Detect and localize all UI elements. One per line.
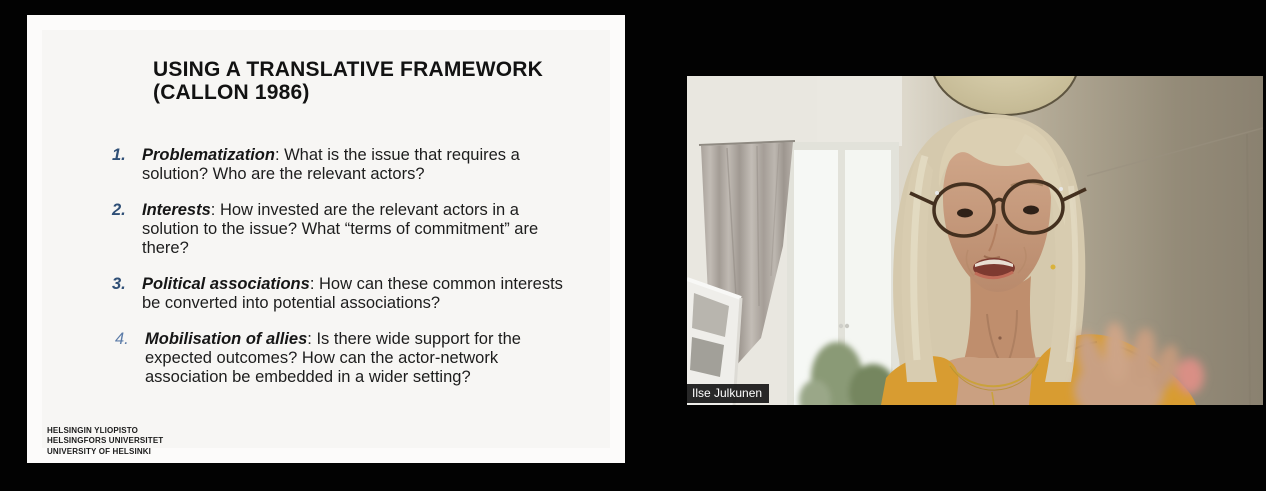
speaker-video-scene (687, 76, 1263, 405)
slide-title-line1: USING A TRANSLATIVE FRAMEWORK (153, 58, 544, 81)
list-item-lead: Problematization (142, 146, 275, 164)
list-item-text: : Is there wide support for the expected outcomes? How can the actor-network association be embedded in a wider setting? (145, 330, 521, 386)
list-item (112, 275, 574, 313)
logo-line-en: UNIVERSITY OF HELSINKI (47, 446, 152, 456)
mouth (973, 258, 1015, 278)
university-of-helsinki-logo (47, 426, 163, 457)
list-item-number: 2. (112, 201, 126, 219)
window-handle (839, 324, 843, 328)
logo-line-fi: HELSINGIN YLIOPISTO (47, 426, 139, 435)
slide-title-line2: (CALLON 1986) (153, 81, 310, 104)
list-item-text: : How invested are the relevant actors in a solution to the issue? What “terms of commitment” are there? (142, 201, 539, 257)
list-item (112, 201, 574, 258)
list-item-lead: Mobilisation of allies (145, 330, 308, 348)
speaker-video-tile[interactable] (687, 76, 1263, 405)
glasses-hinge (1059, 187, 1063, 191)
slide-title (153, 58, 593, 104)
list-item (112, 330, 574, 387)
eye (1023, 206, 1039, 215)
shared-slide (27, 15, 625, 463)
list-item-lead: Political associations (142, 275, 310, 293)
list-item-number: 4. (115, 330, 129, 348)
list-item-text: : How can these common interests be converted into potential associations? (142, 275, 563, 312)
list-item-lead: Interests (142, 201, 211, 219)
list-item-number: 1. (112, 146, 126, 164)
list-item (112, 146, 574, 184)
window (787, 142, 899, 405)
slide-numbered-list (112, 146, 574, 404)
window-handle (845, 324, 849, 328)
list-item-number: 3. (112, 275, 126, 293)
earring (1051, 265, 1056, 270)
list-item-text: : What is the issue that requires a solution? Who are the relevant actors? (142, 146, 520, 183)
participant-name-tag: Ilse Julkunen (687, 384, 769, 403)
logo-line-sv: HELSINGFORS UNIVERSITET (47, 436, 164, 446)
eye (957, 209, 973, 218)
glasses-hinge (935, 191, 939, 195)
